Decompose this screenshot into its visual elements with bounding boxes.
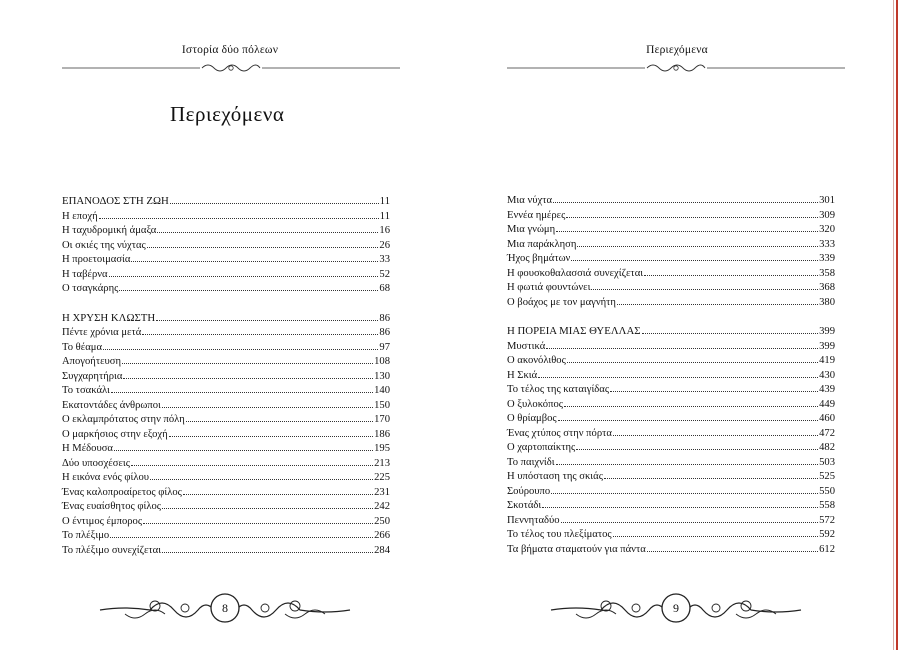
toc-entry-title: Ο βοάχος με τον μαγνήτη (507, 296, 616, 308)
toc-leader-dots (591, 289, 818, 290)
page-edge-line (896, 0, 898, 650)
toc-entry-page: 472 (819, 427, 835, 439)
toc-entry-page: 460 (819, 413, 835, 424)
toc-section (62, 194, 390, 297)
toc-entry-title: Ένας χτύπος στην πόρτα (507, 427, 612, 439)
toc-entry-title: Συγχαρητήρια (62, 370, 123, 382)
toc-entry-title: Ο εκλαμπρότατος στην πόλη (62, 414, 185, 425)
toc-entry-title: Εννέα ημέρες (507, 209, 566, 221)
toc-entry-title: Οι σκιές της νύχτας (62, 239, 146, 251)
toc-entry-page: 380 (819, 296, 835, 308)
toc-entry[interactable] (507, 340, 835, 355)
toc-entry[interactable] (507, 456, 835, 471)
toc-entry-page: 449 (819, 398, 835, 410)
toc-leader-dots (99, 218, 379, 219)
toc-entry[interactable] (62, 253, 390, 268)
toc-entry[interactable] (507, 485, 835, 500)
toc-entry-title: Η φουσκοθαλασσιά συνεχίζεται (507, 267, 644, 279)
toc-entry[interactable] (507, 238, 835, 253)
toc-leader-dots (567, 362, 818, 363)
toc-leader-dots (103, 349, 378, 350)
toc-entry[interactable] (62, 529, 390, 544)
toc-entry-page: 86 (379, 312, 390, 324)
toc-entry-title: Η Μέδουσα (62, 443, 113, 454)
toc-entry-page: 284 (374, 544, 390, 556)
toc-entry-title: Ο μαρκήσιος στην εξοχή (62, 428, 168, 440)
toc-entry-page: 368 (819, 282, 835, 293)
toc-entry[interactable] (507, 369, 835, 384)
toc-entry[interactable] (507, 412, 835, 427)
toc-entry[interactable] (62, 210, 390, 225)
toc-entry-page: 26 (379, 239, 390, 251)
toc-entry[interactable] (62, 194, 390, 210)
toc-entry-page: 11 (379, 210, 390, 222)
toc-leader-dots (551, 493, 818, 494)
toc-leader-dots (542, 507, 818, 508)
toc-entry[interactable] (62, 239, 390, 254)
toc-entry-title: Ο έντιμος έμπορος (62, 515, 143, 527)
toc-entry-title: Μια γνώμη (507, 224, 556, 235)
toc-entry-title: Το θέαμα (62, 341, 102, 353)
toc-entry[interactable] (507, 398, 835, 413)
toc-leader-dots (610, 391, 818, 392)
toc-entry-page: 52 (379, 268, 390, 280)
toc-entry-page: 419 (819, 355, 835, 366)
toc-entry[interactable] (507, 324, 835, 340)
toc-entry[interactable] (62, 224, 390, 239)
toc-entry[interactable] (62, 442, 390, 457)
toc-entry-page: 33 (379, 254, 390, 265)
toc-leader-dots (157, 232, 378, 233)
toc-entry-page: 301 (819, 195, 835, 206)
toc-leader-dots (170, 203, 379, 204)
toc-entry-page: 612 (819, 543, 835, 555)
toc-leader-dots (131, 465, 373, 466)
page-title: Περιεχόμενα (170, 102, 285, 126)
toc-entry[interactable] (507, 267, 835, 282)
toc-leader-dots (613, 536, 819, 537)
toc-entry[interactable] (62, 355, 390, 370)
toc-left (62, 194, 390, 572)
toc-entry-page: 170 (374, 414, 390, 425)
toc-entry-title: Ο χαρτοπαίκτης (507, 442, 576, 453)
toc-entry[interactable] (507, 383, 835, 398)
toc-leader-dots (169, 436, 373, 437)
toc-entry-page: 399 (819, 340, 835, 352)
toc-leader-dots (123, 378, 373, 379)
toc-entry[interactable] (62, 311, 390, 327)
toc-entry-page: 213 (374, 457, 390, 469)
toc-entry[interactable] (62, 428, 390, 443)
toc-entry-title: Ένας καλοπροαίρετος φίλος (62, 486, 182, 498)
toc-entry[interactable] (507, 281, 835, 296)
toc-entry[interactable] (62, 282, 390, 297)
toc-entry-title: Το παιχνίδι (507, 456, 555, 468)
toc-leader-dots (576, 449, 818, 450)
toc-entry-title: Η εποχή (62, 210, 98, 222)
toc-entry-page: 439 (819, 384, 835, 395)
toc-entry-page: 430 (819, 369, 835, 381)
toc-right (507, 194, 835, 571)
toc-entry-title: Ένας ευαίσθητος φίλος (62, 501, 161, 512)
toc-entry-title: Η φωτιά φουντώνει (507, 282, 591, 293)
right-page (450, 0, 900, 650)
toc-leader-dots (143, 523, 373, 524)
toc-leader-dots (119, 290, 378, 291)
toc-entry-page: 231 (374, 486, 390, 498)
toc-entry[interactable] (507, 223, 835, 238)
toc-entry-title: Το τέλος του πλεξίματος (507, 529, 612, 540)
page-edge-line (893, 0, 894, 650)
toc-leader-dots (114, 450, 373, 451)
toc-entry[interactable] (62, 370, 390, 385)
toc-entry-title: Δύο υποσχέσεις (62, 457, 130, 469)
toc-entry[interactable] (507, 499, 835, 514)
toc-entry-page: 482 (819, 442, 835, 453)
toc-entry-title: Ο θρίαμβος (507, 413, 557, 424)
toc-entry-page: 86 (379, 327, 390, 338)
toc-entry-page: 309 (819, 209, 835, 221)
toc-leader-dots (142, 334, 378, 335)
toc-entry-title: Ο τσαγκάρης (62, 283, 119, 294)
toc-entry-title: Το πλέξιμο (62, 530, 110, 541)
toc-entry-title: Μυστικά (507, 340, 546, 352)
toc-entry-title: Η υπόσταση της σκιάς (507, 471, 603, 482)
toc-leader-dots (561, 522, 819, 523)
toc-entry-page: 186 (374, 428, 390, 440)
toc-entry-title: Η ΠΟΡΕΙΑ ΜΙΑΣ ΘΥΕΛΛΑΣ (507, 325, 641, 337)
toc-entry-page: 150 (374, 399, 390, 411)
toc-leader-dots (644, 275, 818, 276)
toc-entry-title: ΕΠΑΝΟΔΟΣ ΣΤΗ ΖΩΗ (62, 195, 169, 207)
toc-entry[interactable] (62, 268, 390, 283)
toc-leader-dots (566, 217, 818, 218)
toc-entry[interactable] (507, 354, 835, 369)
toc-entry-page: 572 (819, 514, 835, 526)
toc-entry-title: Ο ακονόλιθος (507, 355, 566, 366)
toc-entry-title: Πεννηταδύο (507, 514, 560, 526)
toc-entry-page: 108 (374, 356, 390, 367)
toc-entry-page: 358 (819, 267, 835, 279)
toc-section (507, 324, 835, 557)
toc-leader-dots (131, 261, 378, 262)
toc-entry[interactable] (62, 326, 390, 341)
toc-entry-page: 399 (819, 326, 835, 337)
toc-leader-dots (564, 406, 818, 407)
toc-leader-dots (111, 392, 373, 393)
toc-entry-page: 339 (819, 253, 835, 264)
toc-entry-page: 11 (379, 196, 390, 207)
toc-leader-dots (577, 246, 818, 247)
toc-leader-dots (642, 333, 819, 334)
toc-entry[interactable] (507, 543, 835, 558)
toc-leader-dots (122, 363, 373, 364)
toc-entry-page: 68 (379, 283, 390, 294)
toc-leader-dots (150, 479, 373, 480)
toc-entry-page: 320 (819, 224, 835, 235)
toc-entry[interactable] (507, 194, 835, 209)
toc-entry[interactable] (62, 457, 390, 472)
toc-entry-title: Σούρουπο (507, 485, 551, 497)
toc-entry-page: 266 (374, 530, 390, 541)
toc-entry[interactable] (507, 296, 835, 311)
toc-leader-dots (556, 231, 818, 232)
toc-entry[interactable] (62, 471, 390, 486)
toc-entry-page: 242 (374, 501, 390, 512)
toc-section (62, 311, 390, 559)
toc-leader-dots (162, 508, 373, 509)
toc-entry-title: Ο ξυλοκόπος (507, 398, 563, 410)
toc-entry[interactable] (62, 384, 390, 399)
header-flourish-rule-left (62, 60, 400, 76)
toc-entry[interactable] (62, 413, 390, 428)
toc-entry-title: Μια νύχτα (507, 195, 553, 206)
toc-leader-dots (556, 464, 818, 465)
toc-leader-dots (558, 420, 818, 421)
toc-leader-dots (546, 348, 818, 349)
toc-entry[interactable] (62, 500, 390, 515)
toc-leader-dots (647, 551, 818, 552)
toc-entry-page: 550 (819, 485, 835, 497)
toc-leader-dots (538, 377, 818, 378)
toc-entry[interactable] (62, 399, 390, 414)
toc-entry-page: 333 (819, 238, 835, 250)
toc-entry[interactable] (507, 528, 835, 543)
running-head-left: Ιστορία δύο πόλεων (181, 44, 279, 56)
toc-entry[interactable] (62, 544, 390, 559)
page-number-right: 9 (673, 601, 679, 615)
toc-entry-title: Η ΧΡΥΣΗ ΚΛΩΣΤΗ (62, 311, 156, 324)
toc-leader-dots (110, 537, 373, 538)
header-flourish-rule-right (507, 60, 845, 76)
toc-entry[interactable] (62, 486, 390, 501)
toc-entry-page: 195 (374, 443, 390, 454)
toc-entry-title: Τα βήματα σταματούν για πάντα (507, 543, 646, 555)
toc-entry-page: 592 (819, 529, 835, 540)
toc-leader-dots (553, 202, 818, 203)
toc-entry[interactable] (507, 441, 835, 456)
toc-entry-title: Μια παράκληση (507, 238, 577, 250)
toc-entry-page: 140 (374, 385, 390, 396)
toc-entry-page: 503 (819, 456, 835, 468)
toc-leader-dots (613, 435, 818, 436)
toc-entry-title: Η Σκιά (507, 369, 538, 381)
toc-entry-page: 558 (819, 500, 835, 511)
toc-entry-title: Η προετοιμασία (62, 254, 131, 265)
toc-leader-dots (109, 276, 379, 277)
toc-entry-page: 250 (374, 515, 390, 527)
toc-entry-title: Η εικόνα ενός φίλου (62, 472, 150, 483)
toc-leader-dots (162, 552, 373, 553)
toc-section (507, 194, 835, 310)
toc-entry-title: Απογοήτευση (62, 356, 122, 367)
toc-entry-page: 525 (819, 471, 835, 482)
toc-entry-title: Το τσακάλι (62, 385, 110, 396)
toc-leader-dots (147, 247, 379, 248)
toc-entry[interactable] (507, 514, 835, 529)
toc-leader-dots (183, 494, 373, 495)
toc-entry-title: Το πλέξιμο συνεχίζεται (62, 544, 162, 556)
toc-leader-dots (156, 320, 378, 321)
page-number-left: 8 (222, 601, 228, 615)
toc-entry-page: 130 (374, 370, 390, 382)
toc-leader-dots (571, 260, 818, 261)
toc-entry-page: 225 (374, 472, 390, 483)
toc-entry-title: Σκοτάδι (507, 500, 542, 511)
toc-leader-dots (604, 478, 818, 479)
running-head-right: Περιεχόμενα (646, 44, 708, 56)
toc-entry-title: Εκατοντάδες άνθρωποι (62, 399, 161, 411)
toc-entry-title: Το τέλος της καταιγίδας (507, 384, 610, 395)
toc-leader-dots (186, 421, 373, 422)
toc-entry[interactable] (507, 470, 835, 485)
toc-entry[interactable] (507, 427, 835, 442)
toc-entry-title: Πέντε χρόνια μετά (62, 327, 142, 338)
toc-entry-title: Η ταβέρνα (62, 268, 108, 280)
toc-entry[interactable] (62, 515, 390, 530)
toc-entry[interactable] (507, 209, 835, 224)
toc-entry-page: 97 (379, 341, 390, 353)
toc-entry-title: Η ταχυδρομική άμαξα (62, 225, 157, 236)
toc-leader-dots (162, 407, 373, 408)
toc-entry[interactable] (62, 341, 390, 356)
toc-entry-page: 16 (379, 225, 390, 236)
toc-entry-title: Ήχος βημάτων (507, 253, 571, 264)
toc-entry[interactable] (507, 252, 835, 267)
toc-leader-dots (617, 304, 818, 305)
